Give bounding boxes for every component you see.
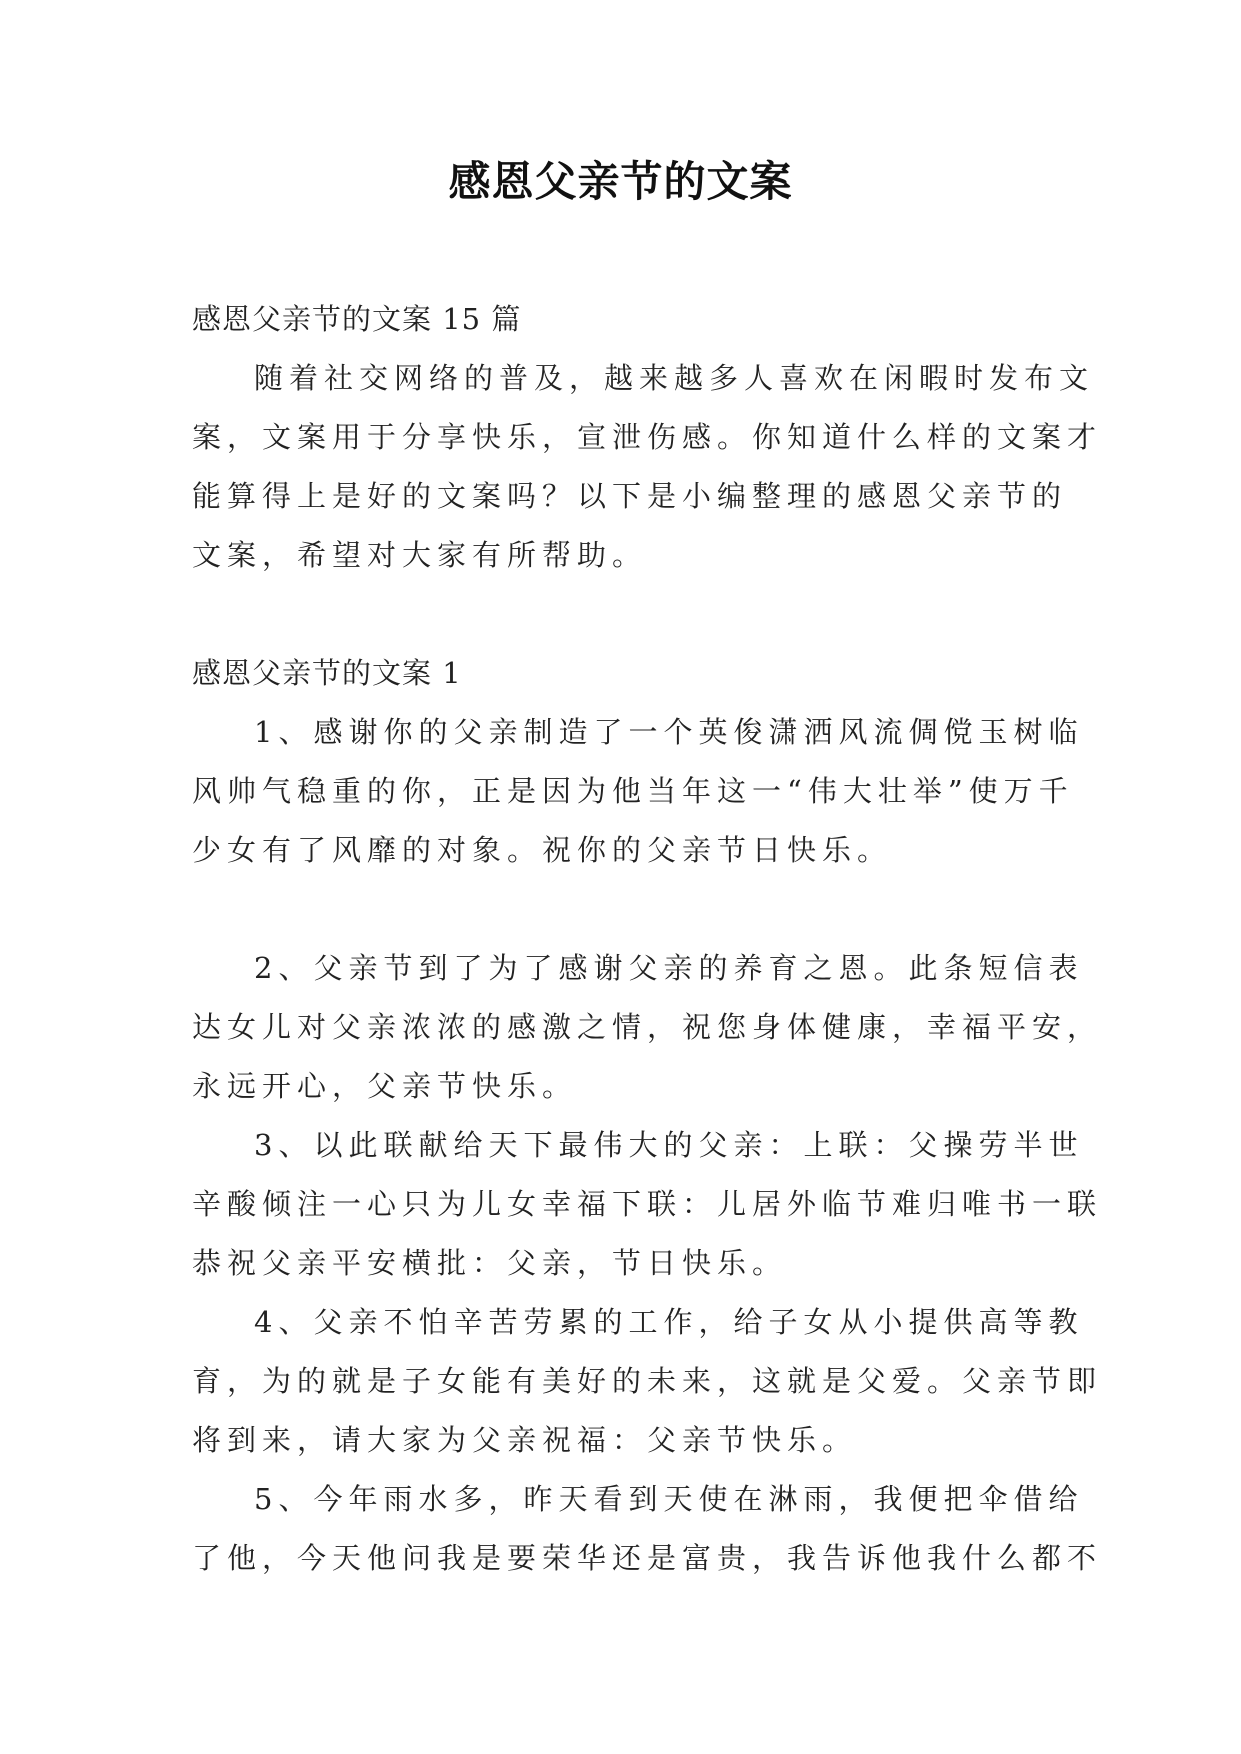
item-3-paragraph — [192, 1116, 1103, 1293]
paragraph-line: 风帅气稳重的你，正是因为他当年这一“伟大壮举”使万千 — [192, 774, 1074, 808]
document-subtitle: 感恩父亲节的文案 15 篇 — [192, 302, 522, 336]
paragraph-line: 将到来，请大家为父亲祝福：父亲节快乐。 — [192, 1423, 858, 1457]
paragraph-line: 少女有了风靡的对象。祝你的父亲节日快乐。 — [192, 833, 893, 867]
item-1-paragraph — [192, 703, 1084, 880]
paragraph-line: 5、今年雨水多，昨天看到天使在淋雨，我便把伞借给 — [254, 1482, 1084, 1516]
paragraph-line: 文案，希望对大家有所帮助。 — [192, 538, 648, 572]
intro-paragraph — [192, 349, 1103, 585]
paragraph-line: 育，为的就是子女能有美好的未来，这就是父爱。父亲节即 — [192, 1364, 1103, 1398]
paragraph-line: 恭祝父亲平安横批：父亲，节日快乐。 — [192, 1246, 788, 1280]
paragraph-line: 永远开心，父亲节快乐。 — [192, 1069, 578, 1103]
spacer — [192, 585, 1064, 644]
paragraph-line: 4、父亲不怕辛苦劳累的工作，给子女从小提供高等教 — [254, 1305, 1084, 1339]
paragraph-line: 2、父亲节到了为了感谢父亲的养育之恩。此条短信表 — [254, 951, 1084, 985]
item-2-paragraph — [192, 939, 1103, 1116]
paragraph-line: 能算得上是好的文案吗？以下是小编整理的感恩父亲节的 — [192, 479, 1068, 513]
paragraph-line: 3、以此联献给天下最伟大的父亲：上联：父操劳半世 — [254, 1128, 1084, 1162]
document-title: 感恩父亲节的文案 — [448, 157, 793, 206]
section-heading: 感恩父亲节的文案 1 — [192, 656, 462, 690]
paragraph-line: 辛酸倾注一心只为儿女幸福下联：儿居外临节难归唯书一联 — [192, 1187, 1103, 1221]
document-body — [192, 290, 1103, 1588]
paragraph-line: 案，文案用于分享快乐，宣泄伤感。你知道什么样的文案才 — [192, 420, 1103, 454]
paragraph-line: 了他，今天他问我是要荣华还是富贵，我告诉他我什么都不 — [192, 1541, 1103, 1575]
paragraph-line: 1、感谢你的父亲制造了一个英俊潇洒风流倜傥玉树临 — [254, 715, 1084, 749]
paragraph-line: 达女儿对父亲浓浓的感激之情，祝您身体健康，幸福平安， — [192, 1010, 1103, 1044]
item-5-paragraph — [192, 1470, 1103, 1588]
paragraph-line: 随着社交网络的普及，越来越多人喜欢在闲暇时发布文 — [254, 361, 1095, 395]
item-4-paragraph — [192, 1293, 1103, 1470]
spacer — [192, 880, 1064, 939]
